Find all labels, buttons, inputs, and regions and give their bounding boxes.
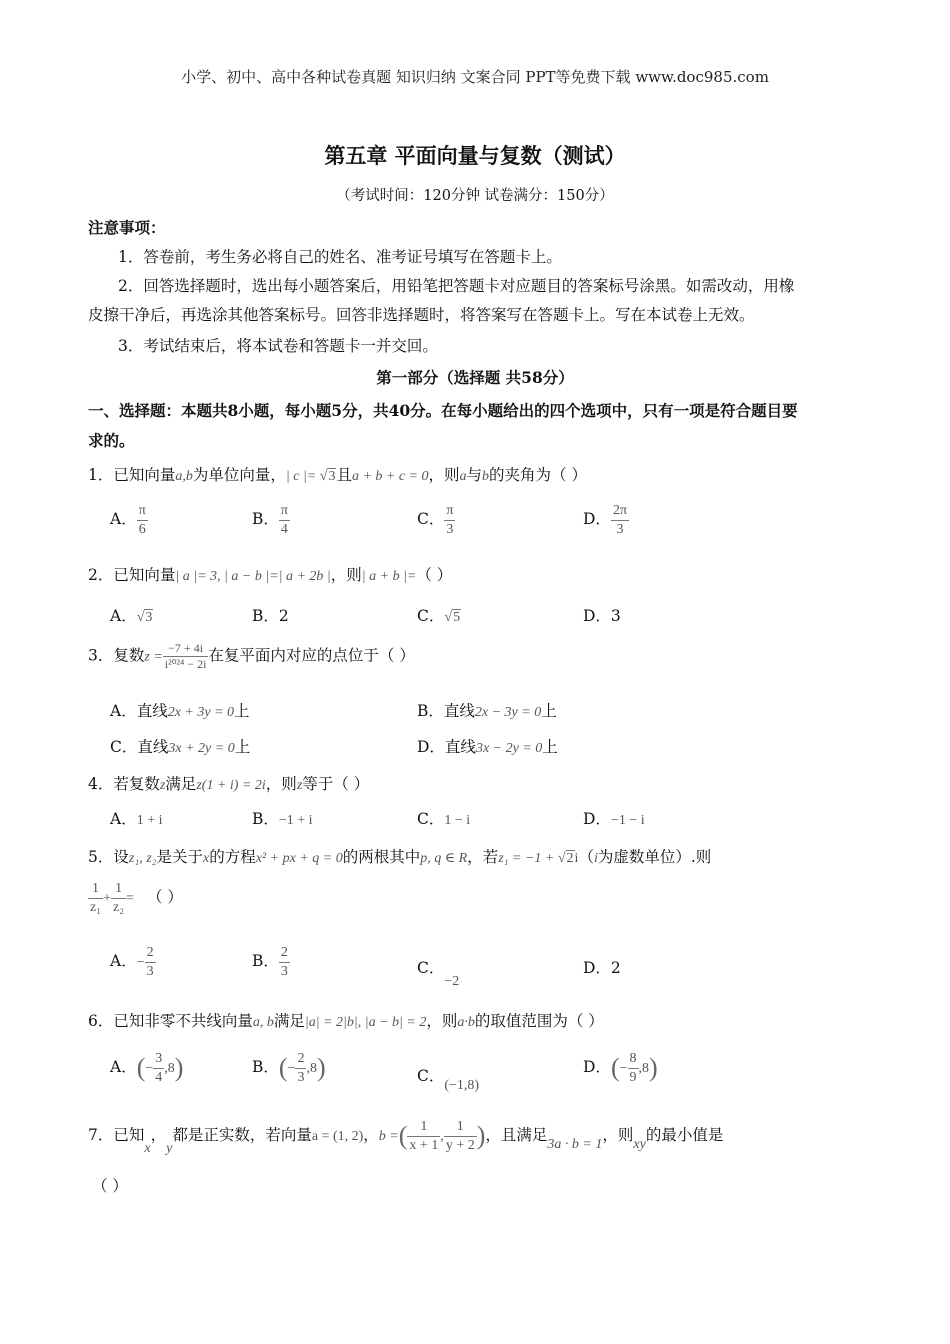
close-paren: ) bbox=[476, 1121, 486, 1150]
option-math: −2 bbox=[444, 974, 460, 989]
q3-text: 在复平面内对应的点位于（ ） bbox=[208, 646, 415, 665]
q5-text: ，若 bbox=[467, 848, 499, 866]
equation: 2x + 3y = 0 bbox=[167, 705, 235, 720]
fraction bbox=[279, 502, 290, 538]
option-text: 上 bbox=[234, 702, 250, 720]
option-label: C． bbox=[417, 810, 445, 828]
open-paren: ( bbox=[278, 1053, 288, 1082]
q1-math: a + b + c = 0 bbox=[351, 469, 429, 484]
q5-text: （ bbox=[578, 848, 594, 866]
numerator: 2 bbox=[295, 1050, 306, 1069]
q7-math: xy bbox=[633, 1137, 646, 1152]
option-label: B．直线 bbox=[417, 702, 475, 720]
question-4 bbox=[88, 772, 369, 794]
q4-option-b[interactable] bbox=[252, 807, 313, 829]
sqrt: √3 bbox=[136, 610, 153, 625]
option-label: D． bbox=[583, 1058, 611, 1076]
option-label: D．直线 bbox=[417, 738, 476, 756]
part1-title: 第一部分（选择题 共58分） bbox=[376, 368, 574, 387]
q2-math: | a |= 3, | a − b |=| a + 2b | bbox=[175, 569, 331, 584]
q1-sqrt: √3 bbox=[319, 469, 336, 484]
option-label: A． bbox=[110, 510, 137, 528]
q7-text: 都是正实数，若向量 bbox=[172, 1126, 312, 1144]
q4-math: z(1 + i) = 2i bbox=[196, 778, 266, 793]
numerator: 2 bbox=[145, 944, 156, 963]
q1-option-a[interactable] bbox=[110, 502, 148, 538]
q5-math: p, q ∈ R bbox=[420, 851, 468, 866]
q2-option-c[interactable] bbox=[417, 604, 461, 626]
open-paren: ( bbox=[398, 1121, 408, 1150]
option-label: C． bbox=[417, 1067, 445, 1085]
option-label: C． bbox=[417, 959, 445, 977]
option-label: C． bbox=[417, 510, 445, 528]
numerator: π bbox=[137, 502, 148, 521]
q3-math: z = bbox=[144, 649, 163, 665]
denominator: y + 2 bbox=[445, 1137, 475, 1153]
notice-heading: 注意事项： bbox=[88, 218, 166, 237]
q6-text: ，则 bbox=[426, 1012, 458, 1030]
option-label: A． bbox=[110, 1058, 137, 1076]
page-header: 小学、初中、高中各种试卷真题 知识归纳 文案合同 PPT等免费下载 www.doc985.com bbox=[181, 68, 769, 86]
interval-end: ,8 bbox=[164, 1061, 175, 1076]
q4-math: z bbox=[159, 778, 166, 793]
option-math: 1 − i bbox=[444, 813, 471, 828]
plus-sign: + bbox=[103, 891, 112, 906]
minus-sign: − bbox=[287, 1061, 296, 1076]
notice-item-2b: 皮擦干净后，再选涂其他答案标号。回答非选择题时，将答案写在答题卡上。写在本试卷上无效。 bbox=[88, 306, 755, 324]
q1-math: | c |= bbox=[285, 469, 320, 484]
q5-option-b[interactable] bbox=[252, 944, 290, 980]
question-3 bbox=[88, 641, 415, 672]
numerator: π bbox=[444, 502, 455, 521]
numerator: 8 bbox=[628, 1050, 639, 1069]
fraction bbox=[137, 502, 148, 538]
numerator: 1 bbox=[407, 1118, 440, 1137]
question-1 bbox=[88, 463, 587, 485]
radicand: 5 bbox=[453, 610, 461, 625]
q5-text: 的两根其中 bbox=[342, 848, 421, 866]
option-label: A． bbox=[110, 810, 137, 828]
q7-math: y bbox=[166, 1141, 173, 1156]
q2-math: | a + b |= bbox=[361, 569, 417, 584]
question-6 bbox=[88, 1009, 604, 1031]
q5-math: i bbox=[593, 851, 598, 866]
q2-option-d[interactable]: D．3 bbox=[583, 607, 621, 625]
question-5 bbox=[88, 845, 711, 867]
option-label: B． bbox=[252, 510, 279, 528]
q7-text: 7．已知 bbox=[88, 1126, 145, 1144]
equation: 3x − 2y = 0 bbox=[475, 741, 543, 756]
q5-math: x bbox=[203, 851, 210, 866]
q5-text: 5．设 bbox=[88, 848, 129, 866]
option-label: A． bbox=[110, 952, 137, 970]
sqrt: √5 bbox=[444, 610, 461, 625]
fraction bbox=[145, 944, 156, 980]
q2-text: （ ） bbox=[416, 566, 453, 584]
q3-text: 3．复数 bbox=[88, 646, 145, 665]
q4-option-d[interactable] bbox=[583, 807, 645, 829]
denominator: 3 bbox=[297, 1069, 305, 1085]
numerator: π bbox=[279, 502, 290, 521]
q6-option-c[interactable] bbox=[417, 1064, 480, 1093]
q1-option-d[interactable] bbox=[583, 502, 629, 538]
minus-sign: − bbox=[136, 955, 145, 970]
option-label: D． bbox=[583, 510, 611, 528]
open-paren: ( bbox=[610, 1053, 620, 1082]
q1-math: a bbox=[459, 469, 467, 484]
q3-option-d[interactable] bbox=[417, 735, 558, 757]
q7-text: ，则 bbox=[602, 1126, 634, 1144]
q1-radicand: 3 bbox=[328, 469, 336, 484]
close-paren: ) bbox=[316, 1053, 326, 1082]
q7-text: ， bbox=[150, 1126, 167, 1144]
option-label: B． bbox=[252, 952, 279, 970]
comma: , bbox=[440, 1129, 444, 1144]
notice-item-1: 1．答卷前，考生务必将自己的姓名、准考证号填写在答题卡上。 bbox=[118, 248, 562, 266]
denominator: 3 bbox=[146, 963, 154, 979]
q1-text: 且 bbox=[336, 466, 352, 484]
q6-math: a, b bbox=[252, 1015, 274, 1030]
q2-option-a[interactable] bbox=[110, 604, 153, 626]
q1-text: 为单位向量， bbox=[192, 466, 286, 484]
q4-text: ，则 bbox=[265, 775, 297, 793]
numerator: −7 + 4i bbox=[163, 641, 209, 657]
interval-end: ,8 bbox=[306, 1061, 317, 1076]
q5-text: 的方程 bbox=[209, 848, 256, 866]
q1-text: ，则 bbox=[428, 466, 460, 484]
q6-text: 满足 bbox=[273, 1012, 305, 1030]
q4-option-a[interactable] bbox=[110, 807, 163, 829]
q4-text: 4．若复数 bbox=[88, 775, 160, 793]
close-paren: ) bbox=[649, 1053, 658, 1082]
q5-option-d[interactable]: D．2 bbox=[583, 959, 621, 977]
fraction bbox=[444, 1118, 477, 1154]
denominator: i²⁰²⁴ − 2i bbox=[164, 657, 207, 671]
q6-option-a[interactable] bbox=[110, 1050, 183, 1086]
section1-instructions-cont: 求的。 bbox=[88, 431, 135, 450]
section1-instructions: 一、选择题：本题共8小题，每小题5分，共40分。在每小题给出的四个选项中，只有一项是符合题目要 bbox=[88, 401, 798, 420]
option-label: C． bbox=[417, 607, 445, 625]
fraction bbox=[153, 1050, 164, 1086]
q4-math: z bbox=[296, 778, 303, 793]
q7-text: ，且满足 bbox=[485, 1126, 548, 1144]
minus-sign: − bbox=[145, 1061, 154, 1076]
denominator: 4 bbox=[280, 521, 288, 537]
exam-info: （考试时间：120分钟 试卷满分：150分） bbox=[336, 188, 614, 204]
q2-text: ，则 bbox=[330, 566, 362, 584]
q1-text: 的夹角为（ ） bbox=[489, 466, 587, 484]
q5-math: z₁, z₂ bbox=[128, 851, 157, 866]
fraction bbox=[295, 1050, 306, 1086]
option-label: B． bbox=[252, 1058, 279, 1076]
q1-math: b bbox=[482, 469, 490, 484]
numerator: 1 bbox=[444, 1118, 477, 1137]
equation: 3x + 2y = 0 bbox=[168, 741, 235, 756]
q5-option-c[interactable] bbox=[417, 956, 460, 989]
q5-expression bbox=[88, 880, 183, 916]
option-text: 上 bbox=[541, 702, 557, 720]
q5-math: x² + px + q = 0 bbox=[255, 851, 343, 866]
q5-text: 是关于 bbox=[156, 848, 204, 866]
numerator: 1 bbox=[88, 880, 103, 899]
interval-end: ,8 bbox=[638, 1061, 650, 1076]
q7-answer-paren: （ ） bbox=[92, 1177, 128, 1195]
option-math: −1 − i bbox=[610, 813, 645, 828]
q3-option-a[interactable] bbox=[110, 699, 250, 721]
radicand: 3 bbox=[145, 610, 153, 625]
q4-option-c[interactable] bbox=[417, 807, 470, 829]
minus-sign: − bbox=[619, 1061, 628, 1076]
fraction bbox=[279, 944, 290, 980]
q6-option-d[interactable] bbox=[583, 1050, 658, 1086]
option-text: 上 bbox=[234, 738, 251, 756]
fraction bbox=[111, 880, 126, 916]
option-label: B． bbox=[252, 810, 279, 828]
q7-math: 3a · b = 1 bbox=[547, 1137, 603, 1152]
q2-option-b[interactable]: B．2 bbox=[252, 607, 289, 625]
q6-option-b[interactable] bbox=[252, 1050, 326, 1086]
denominator: z₁ bbox=[90, 899, 102, 915]
denominator: 3 bbox=[446, 521, 454, 537]
numerator: 3 bbox=[153, 1050, 164, 1069]
q3-option-b[interactable] bbox=[417, 699, 557, 721]
fraction bbox=[407, 1118, 440, 1154]
denominator: 6 bbox=[138, 521, 146, 537]
q3-fraction bbox=[163, 641, 209, 672]
numerator: 2 bbox=[279, 944, 290, 963]
q6-math: |a| = 2|b|, |a − b| = 2 bbox=[304, 1015, 427, 1030]
q6-text: 6．已知非零不共线向量 bbox=[88, 1012, 253, 1030]
notice-item-3: 3．考试结束后，将本试卷和答题卡一并交回。 bbox=[118, 337, 438, 355]
fraction bbox=[611, 502, 629, 538]
equation: 2x − 3y = 0 bbox=[474, 705, 542, 720]
q1-text: 1．已知向量 bbox=[88, 466, 176, 484]
option-math: 1 + i bbox=[136, 813, 163, 828]
q5-math: i bbox=[574, 851, 579, 866]
denominator: 3 bbox=[616, 521, 624, 537]
q5-math: z₁ = −1 + bbox=[498, 851, 558, 866]
denominator: z₂ bbox=[113, 899, 125, 915]
q2-text: 2．已知向量 bbox=[88, 566, 176, 584]
option-math: (−1,8) bbox=[444, 1078, 480, 1093]
fraction bbox=[444, 502, 455, 538]
option-text: 上 bbox=[542, 738, 558, 756]
notice-item-2a: 2．回答选择题时，选出每小题答案后，用铅笔把答题卡对应题目的答案标号涂黑。如需改动，用橡 bbox=[118, 277, 795, 295]
close-paren: ) bbox=[174, 1053, 184, 1082]
q5-option-a[interactable] bbox=[110, 944, 156, 980]
numerator: 2π bbox=[611, 502, 629, 521]
q7-math: b = bbox=[378, 1129, 399, 1144]
option-math: −1 + i bbox=[278, 813, 313, 828]
q5-text: 为虚数单位）.则 bbox=[597, 848, 712, 866]
denominator: x + 1 bbox=[409, 1137, 439, 1153]
q7-text: ， bbox=[363, 1126, 379, 1144]
numerator: 1 bbox=[111, 880, 126, 899]
option-label: A．直线 bbox=[110, 702, 168, 720]
radicand: 2 bbox=[566, 851, 574, 866]
q4-text: 满足 bbox=[165, 775, 197, 793]
q3-option-c[interactable] bbox=[110, 735, 250, 757]
fraction bbox=[628, 1050, 639, 1086]
page-title: 第五章 平面向量与复数（测试） bbox=[324, 143, 626, 168]
q7-math: a = (1, 2) bbox=[311, 1129, 364, 1144]
q1-option-c[interactable] bbox=[417, 502, 455, 538]
open-paren: ( bbox=[136, 1053, 146, 1082]
q6-math: a·b bbox=[457, 1015, 475, 1030]
option-label: A． bbox=[110, 607, 137, 625]
denominator: 4 bbox=[155, 1069, 163, 1085]
q1-option-b[interactable] bbox=[252, 502, 290, 538]
denominator: 9 bbox=[629, 1069, 637, 1085]
question-2 bbox=[88, 563, 452, 585]
option-label: C．直线 bbox=[110, 738, 169, 756]
q7-math: x bbox=[144, 1141, 151, 1156]
answer-paren: （ ） bbox=[146, 888, 183, 906]
q1-math: a,b bbox=[175, 469, 193, 484]
sqrt: √2 bbox=[557, 851, 574, 866]
question-7 bbox=[88, 1118, 723, 1154]
denominator: 3 bbox=[280, 963, 288, 979]
q4-text: 等于（ ） bbox=[302, 775, 370, 793]
fraction bbox=[88, 880, 103, 916]
q7-text: 的最小值是 bbox=[645, 1126, 724, 1144]
option-label: D． bbox=[583, 810, 611, 828]
equals-sign: = bbox=[126, 891, 135, 906]
q6-text: 的取值范围为（ ） bbox=[474, 1012, 604, 1030]
q1-text: 与 bbox=[466, 466, 483, 484]
